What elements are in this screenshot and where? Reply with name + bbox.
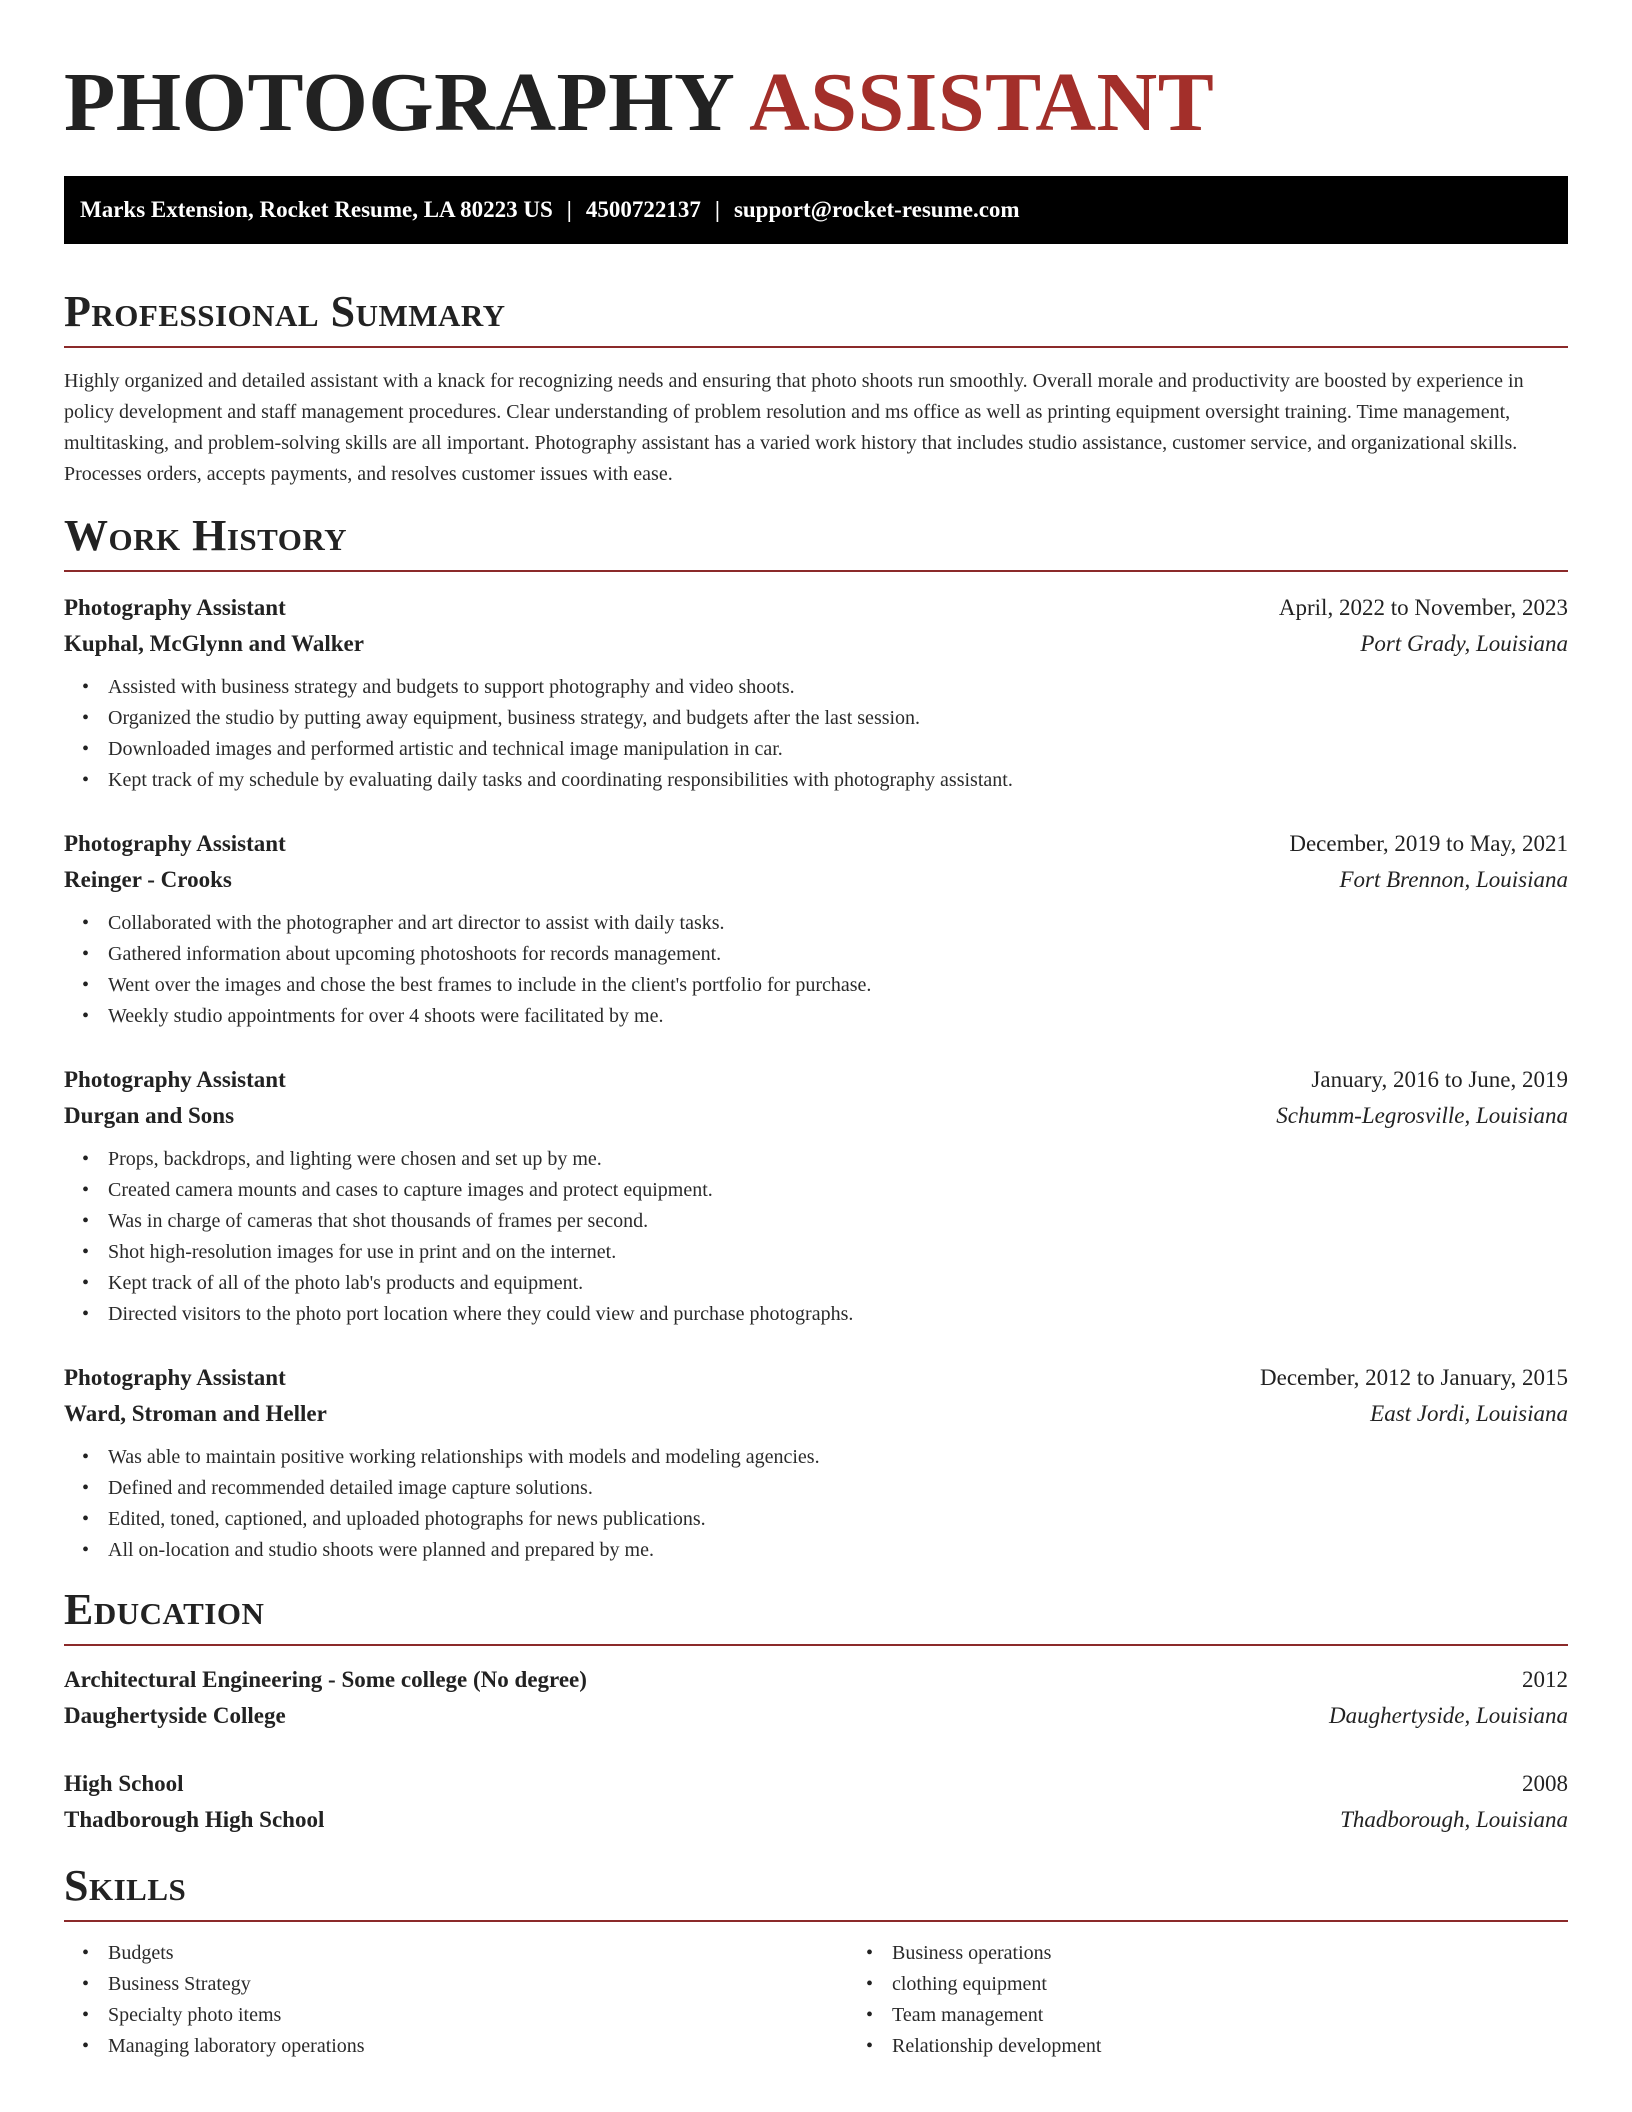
title-primary: PHOTOGRAPHY	[64, 56, 733, 149]
job-location: Port Grady, Louisiana	[1360, 631, 1568, 656]
list-item: • Props, backdrops, and lighting were chosen and set up by me.	[108, 1144, 1568, 1175]
list-item: • Defined and recommended detailed image capture solutions.	[108, 1473, 1568, 1504]
list-item: • Went over the images and chose the best frames to include in the client's portfolio for purchase.	[108, 970, 1568, 1001]
summary-text: Highly organized and detailed assistant with a knack for recognizing needs and ensuring that photo shoots run smoothly. Overall morale and productivity are boosted by experience in policy development and staff management procedures. Clear understanding of problem resolution and ms office as well as printing equipment oversight training. Time management, multitasking, and problem-solving skills are all important. Photography assistant has a varied work history that includes studio assistance, customer service, and organizational skills. Processes orders, accepts payments, and resolves customer issues with ease.	[64, 370, 1524, 485]
list-item: • Was in charge of cameras that shot thousands of frames per second.	[108, 1206, 1568, 1237]
job-company: Ward, Stroman and Heller	[64, 1401, 327, 1426]
education-location: Thadborough, Louisiana	[1340, 1807, 1568, 1832]
contact-separator: |	[714, 197, 720, 222]
job-company: Durgan and Sons	[64, 1103, 235, 1128]
skills-section	[64, 1860, 1568, 2062]
summary-section	[64, 286, 1568, 490]
skill-item: • Budgets	[108, 1938, 848, 1969]
section-title-summary: Professional Summary	[64, 287, 506, 336]
job-role: Photography Assistant	[64, 831, 286, 856]
job-bullets	[64, 1442, 1568, 1566]
job-bullets	[64, 672, 1568, 796]
education-degree: High School	[64, 1771, 184, 1796]
job-company: Kuphal, McGlynn and Walker	[64, 631, 364, 656]
list-item: • Directed visitors to the photo port location where they could view and purchase photographs.	[108, 1299, 1568, 1330]
contact-email[interactable]: support@rocket-resume.com	[733, 197, 1020, 222]
section-title-work-history: Work History	[64, 511, 348, 560]
section-divider	[64, 570, 1568, 572]
skill-item: • Specialty photo items	[108, 2000, 848, 2031]
list-item: • Edited, toned, captioned, and uploaded photographs for news publications.	[108, 1504, 1568, 1535]
section-divider	[64, 1644, 1568, 1646]
skill-item: • clothing equipment	[892, 1969, 1632, 2000]
list-item: • Weekly studio appointments for over 4 shoots were facilitated by me.	[108, 1001, 1568, 1032]
skill-item: • Team management	[892, 2000, 1632, 2031]
list-item: • Collaborated with the photographer and art director to assist with daily tasks.	[108, 908, 1568, 939]
job-role: Photography Assistant	[64, 1365, 286, 1390]
skill-item: • Business operations	[892, 1938, 1632, 1969]
list-item: • Kept track of all of the photo lab's products and equipment.	[108, 1268, 1568, 1299]
skill-item: • Relationship development	[892, 2031, 1632, 2062]
education-entry	[64, 1766, 1568, 1838]
education-school: Daughertyside College	[64, 1703, 286, 1728]
list-item: • Organized the studio by putting away equipment, business strategy, and budgets after the last session.	[108, 703, 1568, 734]
skills-list-left	[64, 1938, 848, 2062]
work-history-section	[64, 510, 1568, 1566]
contact-separator: |	[566, 197, 572, 222]
job-bullets	[64, 908, 1568, 1032]
education-year: 2012	[1522, 1667, 1568, 1692]
job-company: Reinger - Crooks	[64, 867, 232, 892]
job-location: East Jordi, Louisiana	[1370, 1401, 1568, 1426]
list-item: • Downloaded images and performed artistic and technical image manipulation in car.	[108, 734, 1568, 765]
job-role: Photography Assistant	[64, 1067, 286, 1092]
skill-item: • Business Strategy	[108, 1969, 848, 2000]
education-location: Daughertyside, Louisiana	[1329, 1703, 1568, 1728]
list-item: • Shot high-resolution images for use in print and on the internet.	[108, 1237, 1568, 1268]
contact-address: Marks Extension, Rocket Resume, LA 80223 US	[80, 197, 553, 222]
job-entry	[64, 1062, 1568, 1330]
job-bullets	[64, 1144, 1568, 1330]
job-dates: December, 2012 to January, 2015	[1260, 1365, 1568, 1390]
list-item: • Created camera mounts and cases to capture images and protect equipment.	[108, 1175, 1568, 1206]
job-dates: December, 2019 to May, 2021	[1289, 831, 1568, 856]
title-accent: ASSISTANT	[749, 56, 1215, 149]
education-school: Thadborough High School	[64, 1807, 325, 1832]
job-dates: April, 2022 to November, 2023	[1278, 595, 1568, 620]
job-entry	[64, 826, 1568, 1032]
job-role: Photography Assistant	[64, 595, 286, 620]
list-item: • All on-location and studio shoots were planned and prepared by me.	[108, 1535, 1568, 1566]
job-location: Schumm-Legrosville, Louisiana	[1276, 1103, 1568, 1128]
list-item: • Was able to maintain positive working relationships with models and modeling agencies.	[108, 1442, 1568, 1473]
skills-grid	[64, 1922, 1568, 2062]
contact-phone: 4500722137	[585, 197, 701, 222]
contact-bar	[64, 176, 1568, 244]
resume-title	[64, 0, 1568, 156]
list-item: • Kept track of my schedule by evaluating daily tasks and coordinating responsibilities with photography assistant.	[108, 765, 1568, 796]
skill-item: • Managing laboratory operations	[108, 2031, 848, 2062]
section-title-education: Education	[64, 1585, 265, 1634]
job-entry	[64, 1360, 1568, 1566]
section-divider	[64, 346, 1568, 348]
list-item: • Assisted with business strategy and budgets to support photography and video shoots.	[108, 672, 1568, 703]
job-dates: January, 2016 to June, 2019	[1311, 1067, 1568, 1092]
skills-list-right	[848, 1938, 1632, 2062]
education-section	[64, 1584, 1568, 1838]
job-entry	[64, 590, 1568, 796]
job-location: Fort Brennon, Louisiana	[1339, 867, 1568, 892]
list-item: • Gathered information about upcoming photoshoots for records management.	[108, 939, 1568, 970]
section-title-skills: Skills	[64, 1861, 187, 1910]
education-degree: Architectural Engineering - Some college (No degree)	[64, 1667, 587, 1692]
education-entry	[64, 1662, 1568, 1734]
education-year: 2008	[1522, 1771, 1568, 1796]
